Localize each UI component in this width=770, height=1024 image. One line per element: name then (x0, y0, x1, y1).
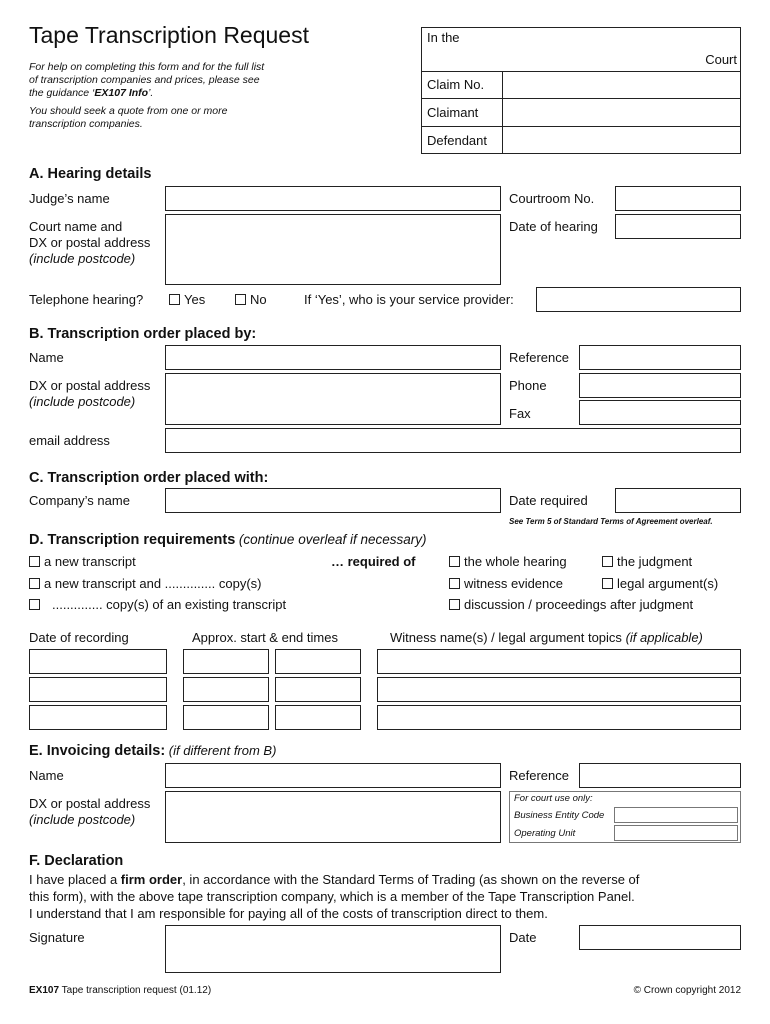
d-option-judgment[interactable]: the judgment (602, 554, 692, 569)
d-option-existing-copies[interactable]: .............. copy(s) of an existing transcript (29, 597, 286, 612)
d-option-new-transcript[interactable]: a new transcript (29, 554, 136, 569)
signature-label: Signature (29, 930, 85, 945)
courtroom-no-input[interactable] (615, 186, 741, 211)
court-address-label: Court name and DX or postal address (include postcode) (29, 219, 151, 266)
b-fax-label: Fax (509, 406, 531, 421)
d-witness-topics-input[interactable] (377, 705, 741, 730)
intro-line: of transcription companies and prices, please see (29, 74, 260, 86)
d-existing-copies-checkbox[interactable] (29, 599, 40, 610)
d-judgment-checkbox[interactable] (602, 556, 613, 567)
d-option-legal-argument[interactable]: legal argument(s) (602, 576, 718, 591)
b-reference-label: Reference (509, 350, 569, 365)
defendant-label: Defendant (427, 133, 487, 148)
d-end-time-input[interactable] (275, 649, 361, 674)
telephone-yes-option[interactable]: Yes (169, 292, 205, 307)
section-b-heading: B. Transcription order placed by: (29, 326, 257, 342)
court-label: Court (705, 52, 737, 67)
intro-line: the guidance ‘EX107 Info’. (29, 87, 154, 99)
claimant-label: Claimant (427, 105, 479, 120)
defendant-field[interactable] (503, 127, 740, 154)
section-f-heading: F. Declaration (29, 853, 124, 869)
d-witness-evidence-checkbox[interactable] (449, 578, 460, 589)
d-recording-date-input[interactable] (29, 705, 167, 730)
signature-input[interactable] (165, 925, 501, 973)
footer-form-id: EX107 Tape transcription request (01.12) (29, 985, 212, 996)
d-option-witness-evidence[interactable]: witness evidence (449, 576, 563, 591)
d-legal-argument-checkbox[interactable] (602, 578, 613, 589)
e-reference-label: Reference (509, 768, 569, 783)
d-recording-date-input[interactable] (29, 677, 167, 702)
d-col-date-header: Date of recording (29, 630, 129, 645)
e-name-label: Name (29, 768, 64, 783)
operating-unit-label: Operating Unit (514, 828, 576, 839)
section-d-heading: D. Transcription requirements (continue overleaf if necessary) (29, 532, 427, 548)
business-entity-label: Business Entity Code (514, 810, 605, 821)
section-e-heading: E. Invoicing details: (if different from B) (29, 743, 277, 759)
court-address-input[interactable] (165, 214, 501, 285)
declaration-text (29, 871, 639, 922)
claim-no-label: Claim No. (427, 77, 485, 92)
claim-no-field[interactable] (503, 72, 740, 98)
telephone-no-checkbox[interactable] (235, 294, 246, 305)
operating-unit-input[interactable] (614, 825, 738, 841)
d-option-new-and-copies[interactable]: a new transcript and .............. copy(s) (29, 576, 261, 591)
claimant-field[interactable] (503, 99, 740, 126)
footer-copyright: © Crown copyright 2012 (633, 985, 741, 996)
b-phone-input[interactable] (579, 373, 741, 398)
e-name-input[interactable] (165, 763, 501, 788)
d-new-transcript-checkbox[interactable] (29, 556, 40, 567)
court-name-field[interactable] (482, 28, 680, 72)
date-of-hearing-label: Date of hearing (509, 219, 598, 234)
b-name-input[interactable] (165, 345, 501, 370)
d-start-time-input[interactable] (183, 649, 269, 674)
b-address-label: DX or postal address (include postcode) (29, 378, 151, 409)
declaration-line: this form), with the above tape transcription company, which is a member of the Tape Transcription Panel. (29, 889, 635, 904)
courtroom-no-label: Courtroom No. (509, 191, 595, 206)
date-of-hearing-input[interactable] (615, 214, 741, 239)
d-new-and-copies-checkbox[interactable] (29, 578, 40, 589)
b-name-label: Name (29, 350, 64, 365)
e-address-input[interactable] (165, 791, 501, 843)
judges-name-input[interactable] (165, 186, 501, 211)
d-option-discussion[interactable]: discussion / proceedings after judgment (449, 597, 693, 612)
d-witness-topics-input[interactable] (377, 649, 741, 674)
court-in-the-label: In the (427, 30, 460, 45)
d-col-times-header: Approx. start & end times (192, 630, 338, 645)
b-address-input[interactable] (165, 373, 501, 425)
page-title: Tape Transcription Request (29, 22, 309, 48)
b-email-input[interactable] (165, 428, 741, 453)
d-recording-date-input[interactable] (29, 649, 167, 674)
c-company-label: Company’s name (29, 493, 130, 508)
c-company-input[interactable] (165, 488, 501, 513)
declaration-line: I have placed a firm order, in accordance with the Standard Terms of Trading (as shown on the reverse of (29, 872, 640, 887)
d-witness-topics-input[interactable] (377, 677, 741, 702)
b-email-label: email address (29, 433, 110, 448)
e-address-label: DX or postal address (include postcode) (29, 796, 151, 827)
d-start-time-input[interactable] (183, 705, 269, 730)
service-provider-label: If ‘Yes’, who is your service provider: (304, 292, 514, 307)
telephone-no-option[interactable]: No (235, 292, 267, 307)
d-whole-hearing-checkbox[interactable] (449, 556, 460, 567)
b-reference-input[interactable] (579, 345, 741, 370)
court-box (421, 27, 741, 154)
c-date-required-input[interactable] (615, 488, 741, 513)
telephone-hearing-label: Telephone hearing? (29, 292, 144, 307)
f-date-input[interactable] (579, 925, 741, 950)
f-date-label: Date (509, 930, 537, 945)
court-use-label: For court use only: (514, 793, 593, 804)
declaration-line: I understand that I am responsible for paying all of the costs of transcription direct to them. (29, 906, 548, 921)
intro-line: transcription companies. (29, 118, 143, 130)
service-provider-input[interactable] (536, 287, 741, 312)
intro-line: For help on completing this form and for the full list (29, 61, 265, 73)
intro-text (29, 61, 264, 131)
d-discussion-checkbox[interactable] (449, 599, 460, 610)
court-use-box (509, 791, 741, 843)
intro-line: You should seek a quote from one or more (29, 105, 228, 117)
b-phone-label: Phone (509, 378, 547, 393)
d-end-time-input[interactable] (275, 677, 361, 702)
d-required-of-label: … required of (331, 554, 416, 569)
business-entity-input[interactable] (614, 807, 738, 823)
section-a-heading: A. Hearing details (29, 166, 152, 182)
d-option-whole-hearing[interactable]: the whole hearing (449, 554, 567, 569)
judges-name-label: Judge’s name (29, 191, 110, 206)
d-end-time-input[interactable] (275, 705, 361, 730)
d-start-time-input[interactable] (183, 677, 269, 702)
c-date-required-label: Date required (509, 493, 588, 508)
section-c-heading: C. Transcription order placed with: (29, 470, 269, 486)
d-col-witness-header: Witness name(s) / legal argument topics (if applicable) (390, 630, 703, 645)
e-reference-input[interactable] (579, 763, 741, 788)
telephone-yes-checkbox[interactable] (169, 294, 180, 305)
c-terms-note: See Term 5 of Standard Terms of Agreement overleaf. (509, 517, 713, 526)
b-fax-input[interactable] (579, 400, 741, 425)
